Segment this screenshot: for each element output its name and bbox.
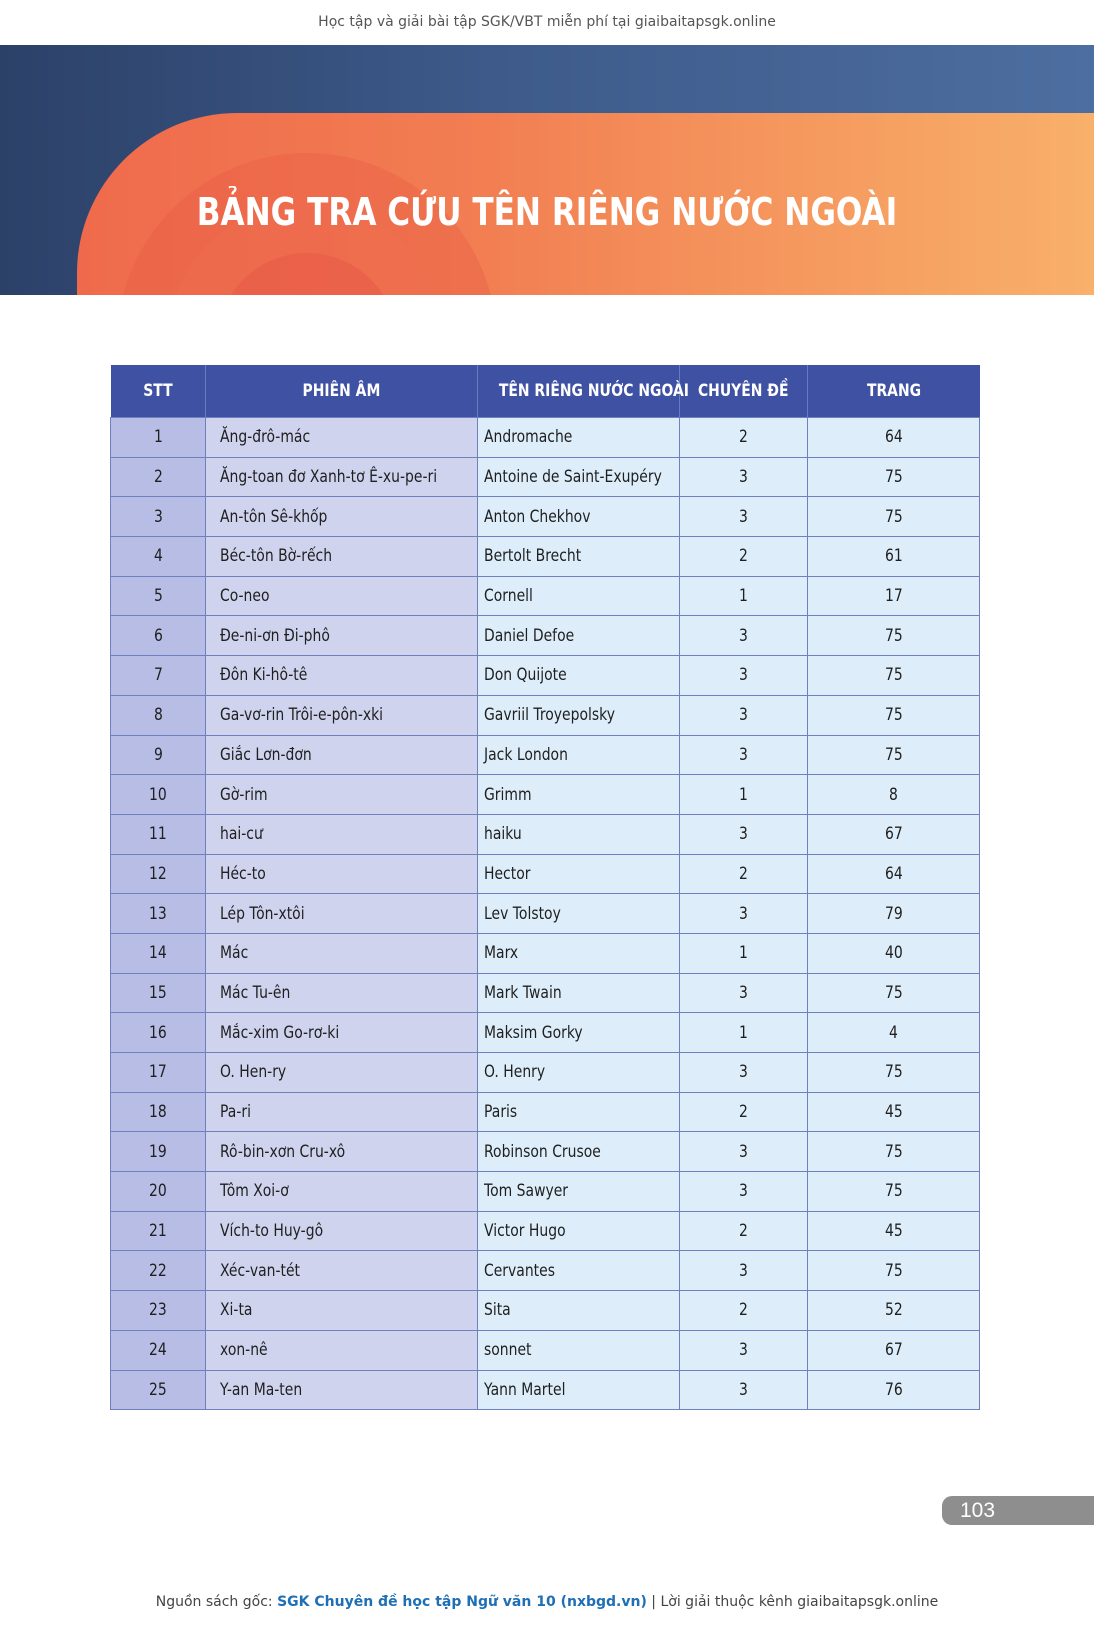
cell-stt: 18 bbox=[111, 1092, 206, 1132]
cell-phien-am: Tôm Xoi-ơ bbox=[206, 1172, 478, 1212]
table-header-row bbox=[111, 365, 980, 418]
cell-ten-rieng: Grimm bbox=[478, 775, 680, 815]
cell-phien-am: xon-nê bbox=[206, 1330, 478, 1370]
cell-trang: 75 bbox=[808, 735, 980, 775]
cell-stt: 7 bbox=[111, 656, 206, 696]
table-row bbox=[111, 1053, 980, 1093]
cell-ten-rieng: Marx bbox=[478, 933, 680, 973]
cell-chuyen-de: 1 bbox=[680, 576, 808, 616]
table-row bbox=[111, 775, 980, 815]
header-chuyen-de: CHUYÊN ĐỀ bbox=[680, 365, 808, 418]
table-row bbox=[111, 814, 980, 854]
table-row bbox=[111, 656, 980, 696]
cell-phien-am: Đe-ni-ơn Đi-phô bbox=[206, 616, 478, 656]
cell-ten-rieng: Daniel Defoe bbox=[478, 616, 680, 656]
table-row bbox=[111, 1172, 980, 1212]
cell-stt: 15 bbox=[111, 973, 206, 1013]
cell-chuyen-de: 3 bbox=[680, 1370, 808, 1410]
table-row bbox=[111, 537, 980, 577]
cell-stt: 12 bbox=[111, 854, 206, 894]
cell-phien-am: Ga-vơ-rin Trôi-e-pôn-xki bbox=[206, 695, 478, 735]
cell-chuyen-de: 3 bbox=[680, 1053, 808, 1093]
cell-ten-rieng: Lev Tolstoy bbox=[478, 894, 680, 934]
cell-trang: 75 bbox=[808, 973, 980, 1013]
footer-prefix: Nguồn sách gốc: bbox=[155, 1594, 278, 1610]
cell-trang: 4 bbox=[808, 1013, 980, 1053]
cell-chuyen-de: 3 bbox=[680, 973, 808, 1013]
cell-ten-rieng: Maksim Gorky bbox=[478, 1013, 680, 1053]
table-row bbox=[111, 1132, 980, 1172]
table-row bbox=[111, 894, 980, 934]
cell-phien-am: Ăng-toan đơ Xanh-tơ Ê-xu-pe-ri bbox=[206, 457, 478, 497]
header-trang: TRANG bbox=[808, 365, 980, 418]
cell-trang: 45 bbox=[808, 1092, 980, 1132]
cell-ten-rieng: Gavriil Troyepolsky bbox=[478, 695, 680, 735]
cell-stt: 16 bbox=[111, 1013, 206, 1053]
cell-stt: 9 bbox=[111, 735, 206, 775]
cell-trang: 8 bbox=[808, 775, 980, 815]
cell-stt: 14 bbox=[111, 933, 206, 973]
cell-chuyen-de: 3 bbox=[680, 695, 808, 735]
cell-chuyen-de: 2 bbox=[680, 854, 808, 894]
cell-chuyen-de: 3 bbox=[680, 735, 808, 775]
cell-stt: 22 bbox=[111, 1251, 206, 1291]
cell-phien-am: Mác bbox=[206, 933, 478, 973]
cell-chuyen-de: 2 bbox=[680, 1291, 808, 1331]
cell-phien-am: Giắc Lơn-đơn bbox=[206, 735, 478, 775]
cell-ten-rieng: Cervantes bbox=[478, 1251, 680, 1291]
cell-stt: 23 bbox=[111, 1291, 206, 1331]
cell-stt: 1 bbox=[111, 418, 206, 458]
cell-chuyen-de: 1 bbox=[680, 1013, 808, 1053]
cell-chuyen-de: 3 bbox=[680, 1330, 808, 1370]
table-row bbox=[111, 1251, 980, 1291]
cell-trang: 45 bbox=[808, 1211, 980, 1251]
cell-chuyen-de: 2 bbox=[680, 1092, 808, 1132]
table-body bbox=[111, 418, 980, 1410]
cell-ten-rieng: Victor Hugo bbox=[478, 1211, 680, 1251]
header-ten-rieng: TÊN RIÊNG NƯỚC NGOÀI bbox=[478, 365, 680, 418]
table-row bbox=[111, 933, 980, 973]
cell-phien-am: Gờ-rim bbox=[206, 775, 478, 815]
cell-phien-am: Pa-ri bbox=[206, 1092, 478, 1132]
cell-chuyen-de: 2 bbox=[680, 537, 808, 577]
cell-ten-rieng: Bertolt Brecht bbox=[478, 537, 680, 577]
cell-phien-am: Lép Tôn-xtôi bbox=[206, 894, 478, 934]
table-row bbox=[111, 1092, 980, 1132]
table-row bbox=[111, 854, 980, 894]
cell-chuyen-de: 3 bbox=[680, 1172, 808, 1212]
cell-ten-rieng: Cornell bbox=[478, 576, 680, 616]
cell-trang: 64 bbox=[808, 854, 980, 894]
cell-chuyen-de: 3 bbox=[680, 894, 808, 934]
cell-trang: 40 bbox=[808, 933, 980, 973]
header-phien-am: PHIÊN ÂM bbox=[206, 365, 478, 418]
cell-ten-rieng: Jack London bbox=[478, 735, 680, 775]
cell-chuyen-de: 1 bbox=[680, 933, 808, 973]
cell-ten-rieng: Paris bbox=[478, 1092, 680, 1132]
cell-trang: 75 bbox=[808, 1132, 980, 1172]
cell-phien-am: Béc-tôn Bờ-rếch bbox=[206, 537, 478, 577]
cell-ten-rieng: Robinson Crusoe bbox=[478, 1132, 680, 1172]
cell-chuyen-de: 3 bbox=[680, 814, 808, 854]
table-row bbox=[111, 576, 980, 616]
cell-ten-rieng: Yann Martel bbox=[478, 1370, 680, 1410]
table-row bbox=[111, 695, 980, 735]
cell-stt: 21 bbox=[111, 1211, 206, 1251]
cell-ten-rieng: Mark Twain bbox=[478, 973, 680, 1013]
page-title: BẢNG TRA CỨU TÊN RIÊNG NƯỚC NGOÀI bbox=[196, 190, 898, 234]
cell-chuyen-de: 1 bbox=[680, 775, 808, 815]
cell-phien-am: Đôn Ki-hô-tê bbox=[206, 656, 478, 696]
cell-trang: 75 bbox=[808, 1053, 980, 1093]
cell-trang: 75 bbox=[808, 695, 980, 735]
cell-chuyen-de: 3 bbox=[680, 1251, 808, 1291]
cell-chuyen-de: 3 bbox=[680, 457, 808, 497]
cell-trang: 76 bbox=[808, 1370, 980, 1410]
cell-stt: 25 bbox=[111, 1370, 206, 1410]
cell-chuyen-de: 3 bbox=[680, 656, 808, 696]
cell-ten-rieng: Anton Chekhov bbox=[478, 497, 680, 537]
cell-phien-am: hai-cư bbox=[206, 814, 478, 854]
cell-phien-am: Mác Tu-ên bbox=[206, 973, 478, 1013]
cell-stt: 8 bbox=[111, 695, 206, 735]
cell-stt: 13 bbox=[111, 894, 206, 934]
cell-trang: 64 bbox=[808, 418, 980, 458]
cell-ten-rieng: O. Henry bbox=[478, 1053, 680, 1093]
cell-ten-rieng: sonnet bbox=[478, 1330, 680, 1370]
table-row bbox=[111, 1370, 980, 1410]
cell-stt: 2 bbox=[111, 457, 206, 497]
table-row bbox=[111, 457, 980, 497]
cell-trang: 67 bbox=[808, 814, 980, 854]
cell-trang: 75 bbox=[808, 616, 980, 656]
cell-trang: 75 bbox=[808, 457, 980, 497]
table-row bbox=[111, 1291, 980, 1331]
cell-ten-rieng: Hector bbox=[478, 854, 680, 894]
cell-stt: 4 bbox=[111, 537, 206, 577]
cell-phien-am: An-tôn Sê-khốp bbox=[206, 497, 478, 537]
cell-chuyen-de: 2 bbox=[680, 418, 808, 458]
cell-stt: 19 bbox=[111, 1132, 206, 1172]
table-row bbox=[111, 616, 980, 656]
cell-trang: 61 bbox=[808, 537, 980, 577]
cell-trang: 17 bbox=[808, 576, 980, 616]
cell-stt: 6 bbox=[111, 616, 206, 656]
cell-trang: 75 bbox=[808, 656, 980, 696]
page-number: 103 bbox=[942, 1496, 1094, 1525]
table-row bbox=[111, 1013, 980, 1053]
cell-stt: 10 bbox=[111, 775, 206, 815]
cell-ten-rieng: Andromache bbox=[478, 418, 680, 458]
table-row bbox=[111, 1211, 980, 1251]
cell-stt: 5 bbox=[111, 576, 206, 616]
table-row bbox=[111, 418, 980, 458]
cell-phien-am: Xéc-van-tét bbox=[206, 1251, 478, 1291]
cell-stt: 11 bbox=[111, 814, 206, 854]
title-banner bbox=[0, 45, 1094, 295]
lookup-table-container bbox=[110, 365, 979, 1410]
header-stt: STT bbox=[111, 365, 206, 418]
cell-stt: 17 bbox=[111, 1053, 206, 1093]
cell-stt: 3 bbox=[111, 497, 206, 537]
header-note: Học tập và giải bài tập SGK/VBT miễn phí tại giaibaitapsgk.online bbox=[318, 14, 776, 30]
table-row bbox=[111, 735, 980, 775]
cell-phien-am: Héc-to bbox=[206, 854, 478, 894]
cell-phien-am: Vích-to Huy-gô bbox=[206, 1211, 478, 1251]
cell-ten-rieng: Don Quijote bbox=[478, 656, 680, 696]
table-row bbox=[111, 973, 980, 1013]
cell-trang: 75 bbox=[808, 1172, 980, 1212]
cell-phien-am: O. Hen-ry bbox=[206, 1053, 478, 1093]
cell-phien-am: Co-neo bbox=[206, 576, 478, 616]
cell-chuyen-de: 3 bbox=[680, 616, 808, 656]
cell-ten-rieng: Sita bbox=[478, 1291, 680, 1331]
cell-phien-am: Ăng-đrô-mác bbox=[206, 418, 478, 458]
cell-chuyen-de: 3 bbox=[680, 1132, 808, 1172]
cell-chuyen-de: 3 bbox=[680, 497, 808, 537]
cell-phien-am: Mắc-xim Go-rơ-ki bbox=[206, 1013, 478, 1053]
cell-stt: 24 bbox=[111, 1330, 206, 1370]
cell-ten-rieng: Antoine de Saint-Exupéry bbox=[478, 457, 680, 497]
cell-trang: 67 bbox=[808, 1330, 980, 1370]
cell-ten-rieng: Tom Sawyer bbox=[478, 1172, 680, 1212]
cell-phien-am: Rô-bin-xơn Cru-xô bbox=[206, 1132, 478, 1172]
table-row bbox=[111, 1330, 980, 1370]
footer-source-link[interactable]: SGK Chuyên đề học tập Ngữ văn 10 (nxbgd.vn) bbox=[277, 1594, 647, 1610]
cell-trang: 79 bbox=[808, 894, 980, 934]
cell-trang: 52 bbox=[808, 1291, 980, 1331]
cell-trang: 75 bbox=[808, 1251, 980, 1291]
cell-phien-am: Y-an Ma-ten bbox=[206, 1370, 478, 1410]
footer-suffix: | Lời giải thuộc kênh giaibaitapsgk.online bbox=[646, 1594, 939, 1610]
cell-trang: 75 bbox=[808, 497, 980, 537]
table-row bbox=[111, 497, 980, 537]
cell-phien-am: Xi-ta bbox=[206, 1291, 478, 1331]
cell-stt: 20 bbox=[111, 1172, 206, 1212]
cell-ten-rieng: haiku bbox=[478, 814, 680, 854]
lookup-table bbox=[110, 365, 980, 1410]
footer bbox=[0, 1594, 1094, 1610]
cell-chuyen-de: 2 bbox=[680, 1211, 808, 1251]
